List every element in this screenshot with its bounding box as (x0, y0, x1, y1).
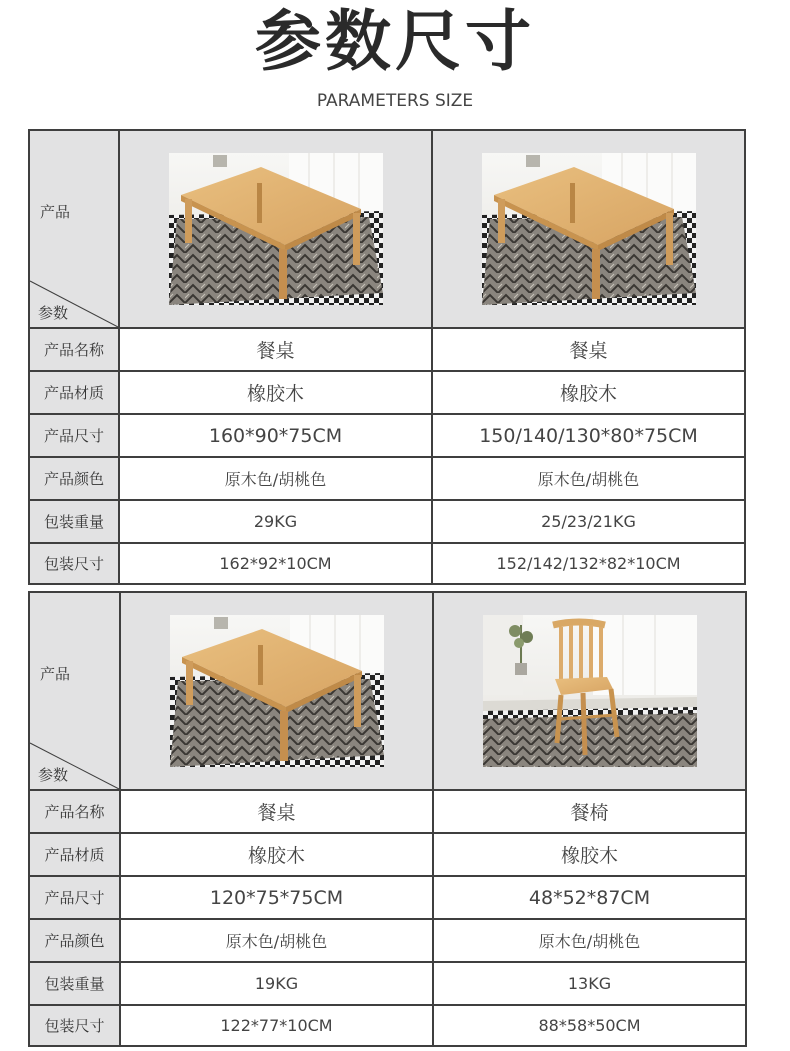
corner-diagonal-line (30, 593, 119, 789)
row-label: 产品材质 (29, 371, 119, 414)
product-size-value: 120*75*75CM (120, 876, 433, 919)
product-image-cell (120, 592, 433, 790)
product-size-value: 48*52*87CM (433, 876, 746, 919)
dining-table-photo (169, 153, 383, 305)
product-size-value: 150/140/130*80*75CM (432, 414, 745, 457)
corner-diagonal-line (30, 131, 118, 327)
product-image-row (29, 592, 746, 790)
package-weight-value: 13KG (433, 962, 746, 1005)
product-color-value: 原木色/胡桃色 (119, 457, 432, 500)
product-image-cell (432, 130, 745, 328)
product-name-value: 餐桌 (119, 328, 432, 371)
row-label: 产品名称 (29, 328, 119, 371)
spec-row-size (29, 876, 746, 919)
page-subtitle: PARAMETERS SIZE (316, 91, 474, 111)
product-name-value: 餐桌 (120, 790, 433, 833)
package-size-value: 122*77*10CM (120, 1005, 433, 1046)
row-label: 包装尺寸 (29, 1005, 120, 1046)
spec-row-name (29, 328, 745, 371)
product-image-cell (433, 592, 746, 790)
dining-chair-photo (483, 615, 697, 767)
product-size-value: 160*90*75CM (119, 414, 432, 457)
row-label: 产品材质 (29, 833, 120, 876)
package-size-value: 162*92*10CM (119, 543, 432, 584)
spec-row-name (29, 790, 746, 833)
dining-table-photo (482, 153, 696, 305)
spec-table-1 (28, 129, 746, 585)
spec-row-color (29, 457, 745, 500)
row-label: 产品名称 (29, 790, 120, 833)
product-color-value: 原木色/胡桃色 (432, 457, 745, 500)
corner-parameter-label: 参数 (38, 304, 69, 322)
corner-product-label: 产品 (40, 203, 71, 221)
spec-row-size (29, 414, 745, 457)
row-label: 包装重量 (29, 962, 120, 1005)
package-weight-value: 29KG (119, 500, 432, 543)
product-material-value: 橡胶木 (119, 371, 432, 414)
row-label: 包装重量 (29, 500, 119, 543)
product-color-value: 原木色/胡桃色 (433, 919, 746, 962)
spec-row-material (29, 371, 745, 414)
spec-row-package (29, 1005, 746, 1046)
corner-product-label: 产品 (40, 665, 71, 683)
product-name-value: 餐椅 (433, 790, 746, 833)
spec-row-package (29, 543, 745, 584)
product-material-value: 橡胶木 (432, 371, 745, 414)
product-name-value: 餐桌 (432, 328, 745, 371)
table-corner-header (29, 130, 119, 328)
package-weight-value: 19KG (120, 962, 433, 1005)
spec-table-2 (28, 591, 747, 1047)
dining-table-photo (170, 615, 384, 767)
package-size-value: 152/142/132*82*10CM (432, 543, 745, 584)
row-label: 产品尺寸 (29, 876, 120, 919)
spec-row-weight (29, 500, 745, 543)
product-image-row (29, 130, 745, 328)
spec-row-color (29, 919, 746, 962)
product-color-value: 原木色/胡桃色 (120, 919, 433, 962)
spec-row-material (29, 833, 746, 876)
product-material-value: 橡胶木 (433, 833, 746, 876)
row-label: 产品颜色 (29, 457, 119, 500)
package-size-value: 88*58*50CM (433, 1005, 746, 1046)
page-title: 参数尺寸 (255, 3, 535, 80)
package-weight-value: 25/23/21KG (432, 500, 745, 543)
product-material-value: 橡胶木 (120, 833, 433, 876)
row-label: 包装尺寸 (29, 543, 119, 584)
spec-row-weight (29, 962, 746, 1005)
row-label: 产品尺寸 (29, 414, 119, 457)
table-corner-header (29, 592, 120, 790)
product-image-cell (119, 130, 432, 328)
corner-parameter-label: 参数 (38, 766, 69, 784)
row-label: 产品颜色 (29, 919, 120, 962)
